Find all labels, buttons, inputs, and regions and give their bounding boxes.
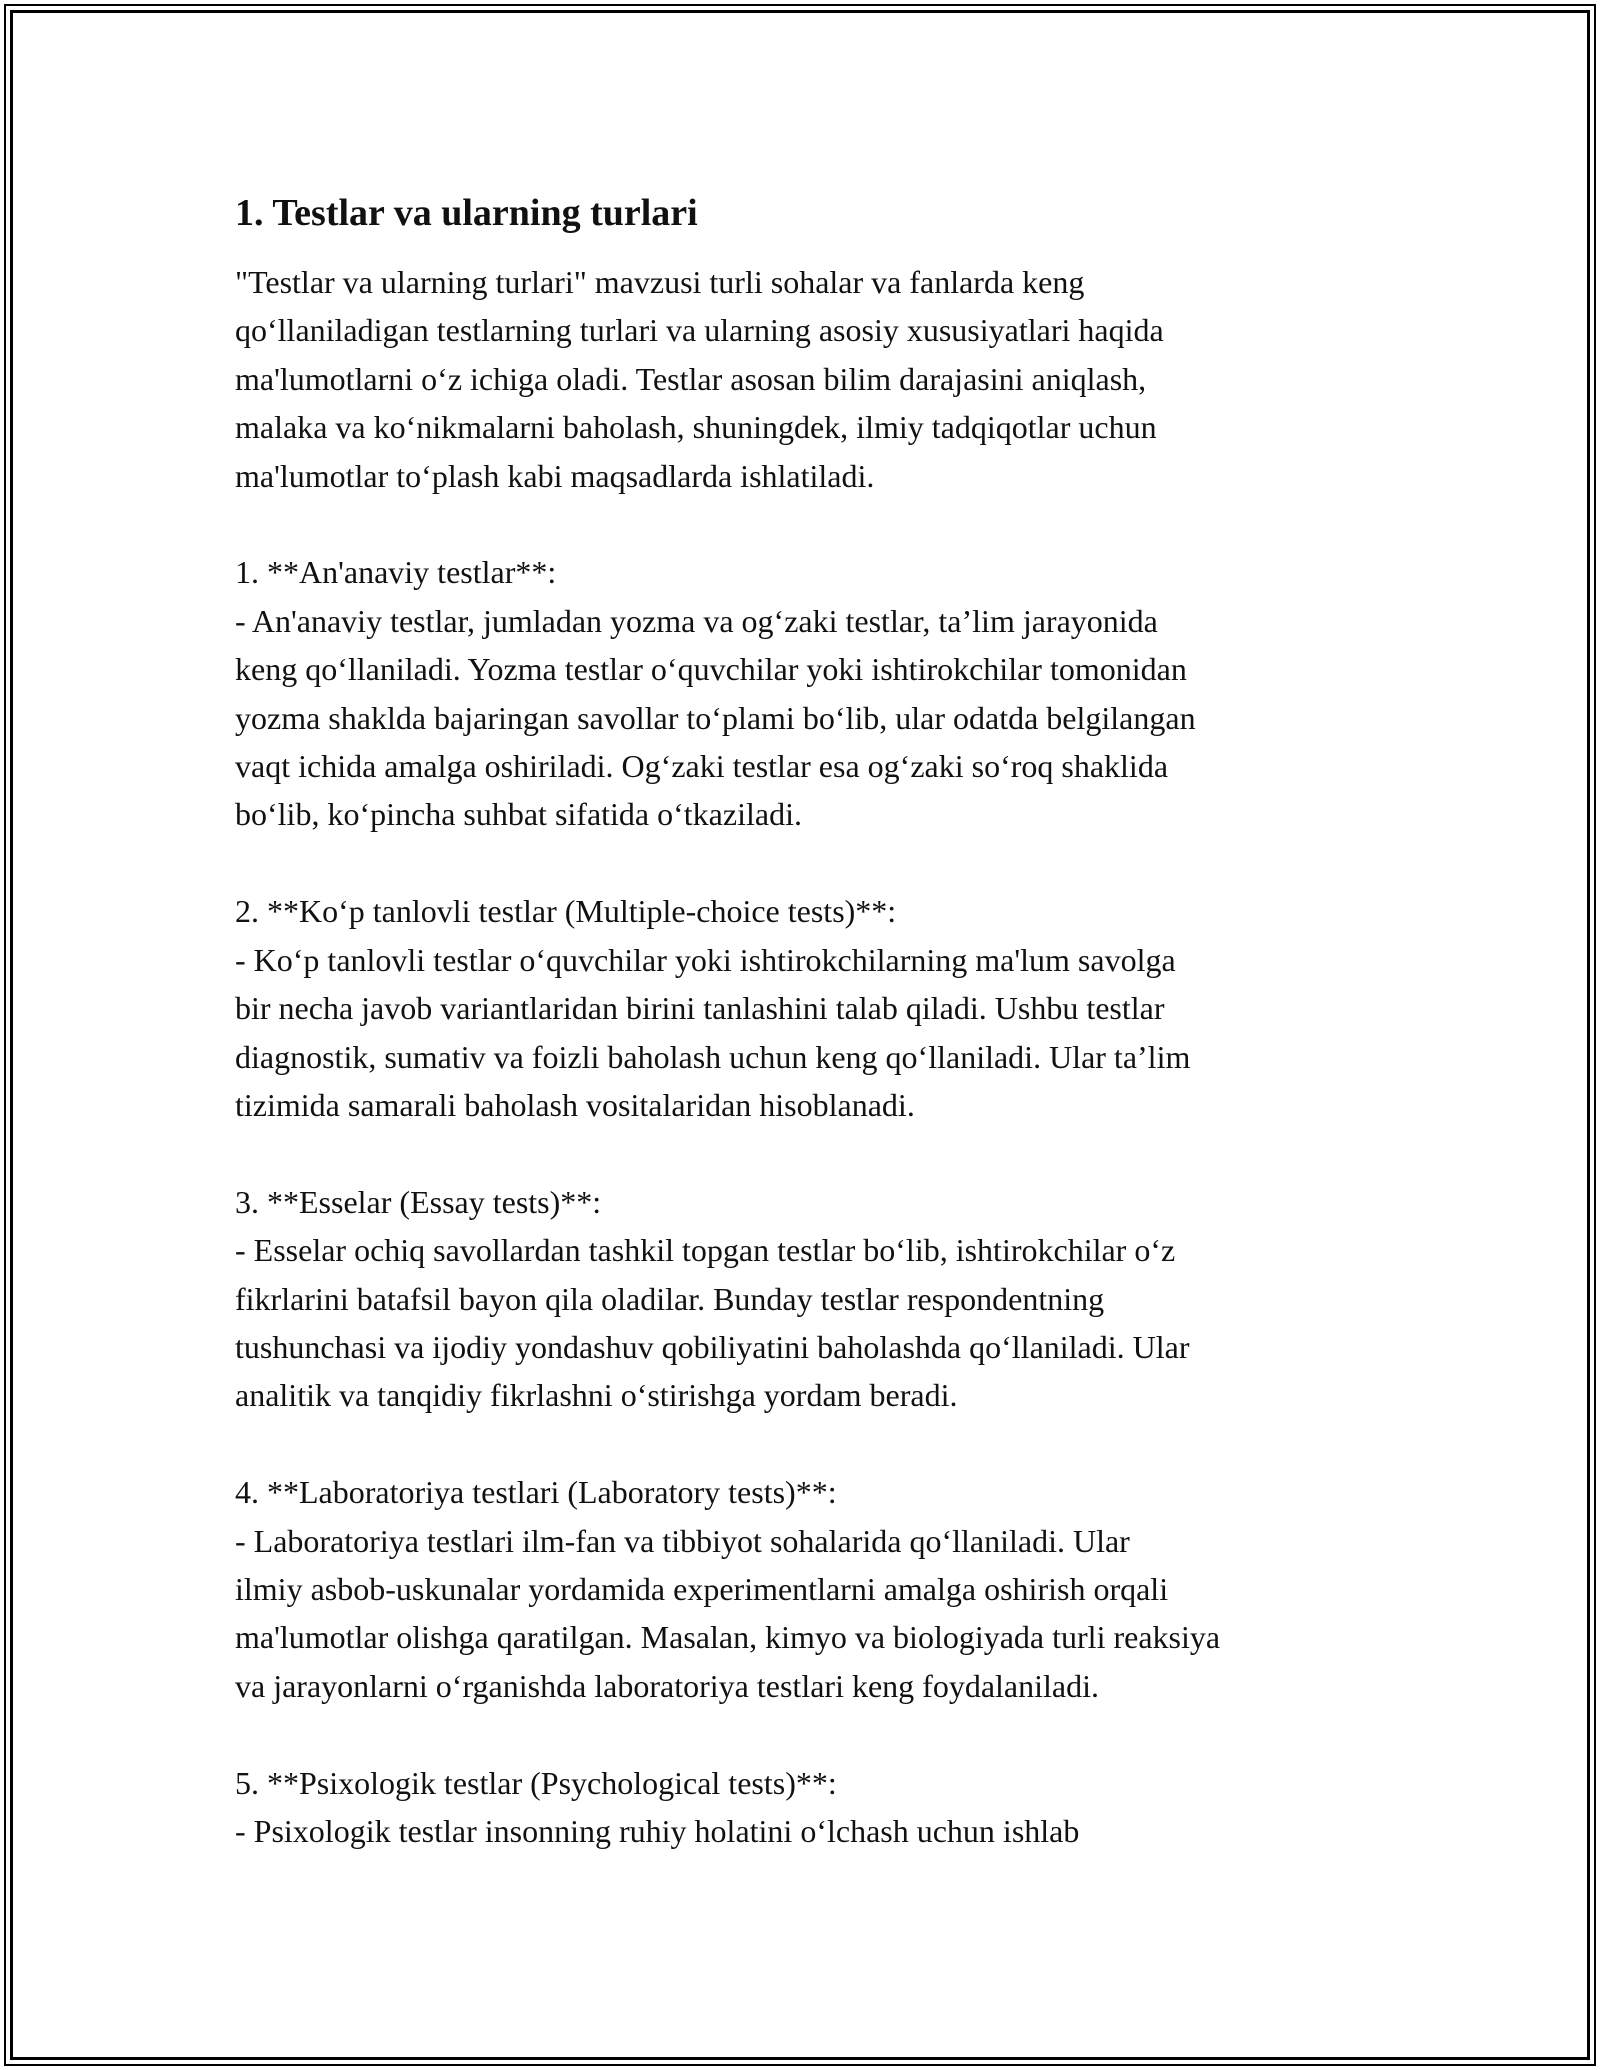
document-body: "Testlar va ularning turlari" mavzusi turli sohalar va fanlarda keng qo‘llaniladigan testlarning turlari va ularning asosiy xususiyatlari haqida ma'lumotlarni o‘z ichiga oladi. Testlar asosan bilim darajasini aniqlash, malaka va ko‘nikmalarni baholash, shuningdek, ilmiy tadqiqotlar uchun ma'lumotlar to‘plash kabi maqsadlarda ishlatiladi. 1. **An'anaviy testlar**: - An'anaviy testlar, jumladan yozma va og‘zaki testlar, ta’lim jarayonida keng qo‘llaniladi. Yozma testlar o‘quvchilar yoki ishtirokchilar tomonidan yozma shakldа bajaringan savollar to‘plami bo‘lib, ular odatda belgilangan vaqt ichida amalga oshiriladi. Og‘zaki testlar esa og‘zaki so‘roq shaklida bo‘lib, ko‘pincha suhbat sifatida o‘tkaziladi. 2. **Ko‘p tanlovli testlar (Multiple-choice tests)**: - Ko‘p tanlovli testlar o‘quvchilar yoki ishtirokchilarning ma'lum savolga bir necha javob variantlaridan birini tanlashini talab qiladi. Ushbu testlar diagnostik, sumativ va foizli baholash uchun keng qo‘llaniladi. Ular ta’lim tizimida samarali baholash vositalaridan hisoblanadi. 3. **Esselar (Essay tests)**: - Esselar ochiq savollardan tashkil topgan testlar bo‘lib, ishtirokchilar o‘z fikrlarini batafsil bayon qila oladilar. Bunday testlar respondentning tushunchasi va ijodiy yondashuv qobiliyatini baholashda qo‘llaniladi. Ular analitik va tanqidiy fikrlashni o‘stirishga yordam beradi. 4. **Laboratoriya testlari (Laboratory tests)**: - Laboratoriya testlari ilm-fan va tibbiyot sohalarida qo‘llaniladi. Ular ilmiy asbob-uskunalar yordamida experimentlarni amalga oshirish orqali ma'lumotlar olishga qaratilgan. Masalan, kimyo va biologiyada turli reaksiya va jarayonlarni o‘rganishda laboratoriya testlari keng foydalaniladi. 5. **Psixologik testlar (Psychological tests)**: - Psixologik testlar insonning ruhiy holatini o‘lchash uchun ishlab — [235, 264, 1221, 1849]
document-title: 1. Testlar va ularning turlari — [235, 192, 698, 234]
document-content — [235, 186, 1375, 1855]
